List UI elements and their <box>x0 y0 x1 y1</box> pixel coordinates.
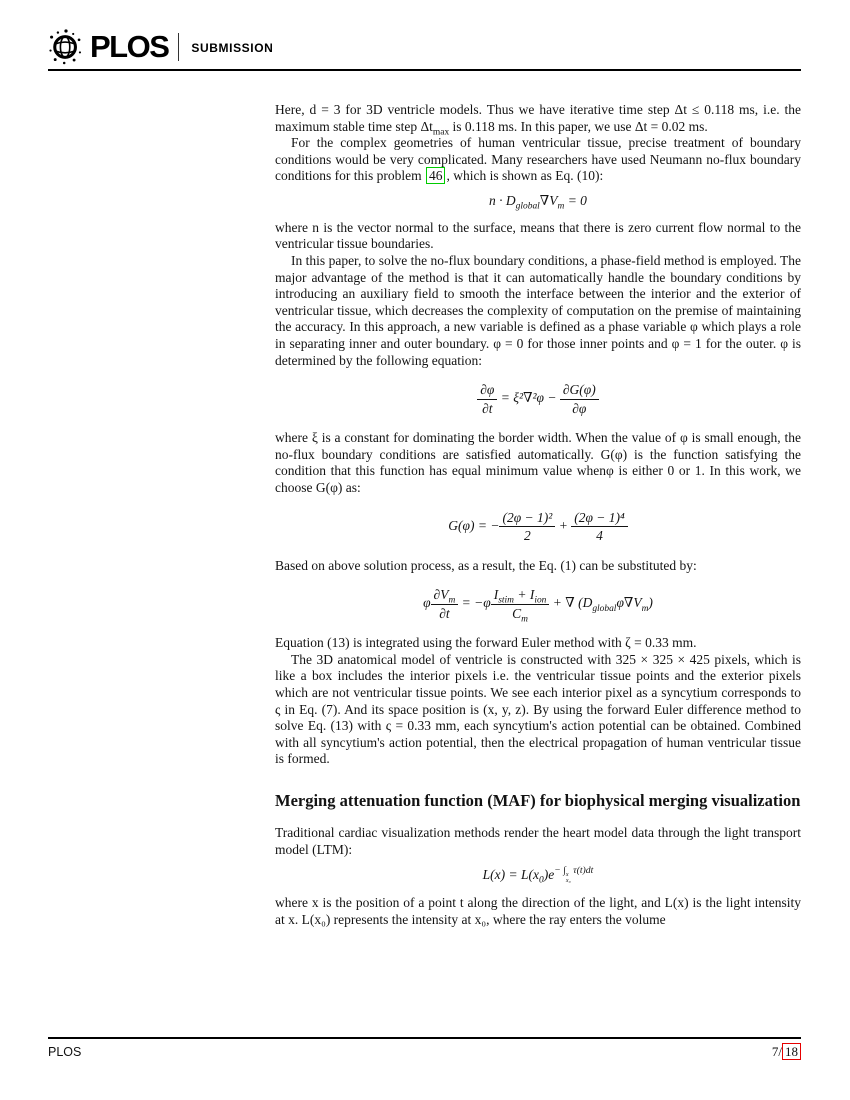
header <box>48 28 801 66</box>
paragraph-3d-model: The 3D anatomical model of ventricle is constructed with 325 × 325 × 425 pixels, which is like a box includes the interior pixels i.e. the ventricular tissue points and the exterior pixels which are not ventricular tissue points. We see each interior pixel as a syncytium corresponds to ς in Eq. (7). And its space position is (x, y, z). By using the forward Euler difference method to solve Eq. (13) with ς = 0.33 mm, each syncytium's action potential can be obtained. Combined with all syncytium's action potential, then the electrical propagation of human ventricular tissue is formed. <box>275 651 801 767</box>
footer-rule <box>48 1037 801 1039</box>
page-current: 7 <box>771 1044 779 1059</box>
paragraph-timestep: Here, d = 3 for 3D ventricle models. Thus we have iterative time step Δt ≤ 0.118 ms, i.e. the maximum stable time step $\Delta t_{max}$ is 0.118 ms. In this paper, we use Δt = 0.02 ms. <box>275 102 801 138</box>
citation-link-46[interactable]: 46 <box>426 167 446 184</box>
equation-12-G-phi: G(φ) = − $\frac{\text{(2φ − 1)²}}{2}$ + $\frac{\text{(2φ − 1)⁴}}{4}$ <box>275 510 801 544</box>
brand-row <box>48 28 801 66</box>
paragraph-euler-integration: Equation (13) is integrated using the forward Euler method with ζ = 0.33 mm. <box>275 635 697 651</box>
submission-label: SUBMISSION <box>191 41 274 55</box>
section-heading-maf: Merging attenuation function (MAF) for biophysical merging visualization <box>275 790 801 810</box>
paragraph-substitution-intro: Based on above solution process, as a result, the Eq. (1) can be substituted by: <box>275 557 697 573</box>
page-total-link[interactable]: 18 <box>782 1043 801 1060</box>
paragraph-phase-field: In this paper, to solve the no-flux boundary conditions, a phase-field method is employed. The major advantage of the method is that it can automatically handle the boundary conditions by introducing an auxiliary field to smooth the interface between the interior and the exterior of ventricular tissue, which decreases the complexity of computation on the premise of maintaining the accuracy. In this approach, a new variable is defined as a phase variable φ which plays a role in separating inner and outer boundary. φ = 0 for those inner points and φ = 1 for the outer. φ is determined by the following equation: <box>275 253 801 368</box>
page-separator: / <box>778 1044 782 1059</box>
paragraph-light-intensity: where x is the position of a point t along the direction of the light, and L(x) is the light intensity at x. L(x₀) represents the intensity at x₀, where the ray enters the volume <box>275 895 801 927</box>
equation-14-light-transport: $L(x) = L(x_0)e^{- \int x x_0 \tau(t)dt}$ <box>482 864 594 886</box>
integral-sign: ∫ <box>563 864 566 876</box>
paragraph-ltm-intro: Traditional cardiac visualization methods render the heart model data through the light transport model (LTM): <box>275 825 801 858</box>
equation-10-noflux: $n \cdot D_{global}\nabla V_m = 0$ <box>489 192 587 212</box>
footer-brand: PLOS <box>48 1045 82 1059</box>
plos-logo-text: PLOS <box>90 29 169 64</box>
paragraph-boundary-conditions: For the complex geometries of human ventricular tissue, precise treatment of boundary conditions would be very complicated. Many researchers have used Neumann no-flux boundary conditions for this problem 46 , which is shown as Eq. (10): <box>275 135 801 184</box>
plos-globe-icon <box>48 28 84 66</box>
paragraph-xi-constant: where ξ is a constant for dominating the border width. When the value of φ is small enough, the no-flux boundary conditions are satisfied automatically. G(φ) is the function satisfying the condition that this function has equal minimum value whenφ is either 0 or 1. In this work, we choose G(φ) as: <box>275 430 801 495</box>
header-rule <box>48 69 801 71</box>
equation-11-phase-variable: $\frac{\partial\varphi}{\partial t}$ = ξ²∇²φ − $\frac{\partial G(\varphi)}{\partial\varphi}$ <box>275 382 801 416</box>
paragraph-normal-vector: where n is the vector normal to the surface, means that there is zero current flow normal to the ventricular tissue boundaries. <box>275 219 801 252</box>
paper-body <box>275 102 801 929</box>
footer <box>48 1044 801 1060</box>
page-indicator <box>772 1044 801 1060</box>
header-divider <box>178 33 179 61</box>
equation-13-substituted: φ $\frac{\partial V_m}{\partial t}$ = −φ $\frac{I_{stim} + I_{ion}}{C_m}$ + ∇ $(D_{global}\varphi\nabla V_m)$ <box>423 587 653 625</box>
